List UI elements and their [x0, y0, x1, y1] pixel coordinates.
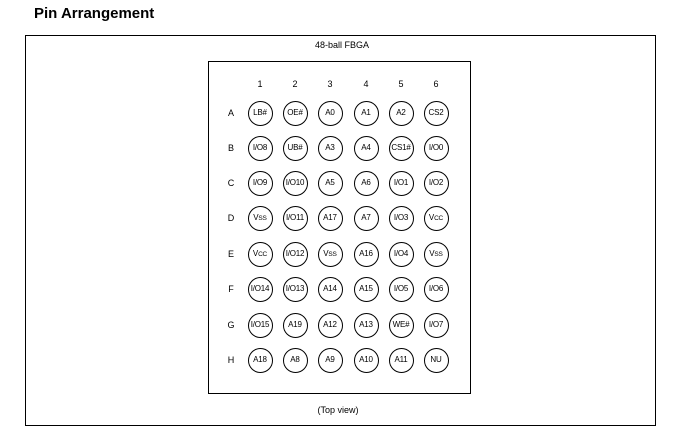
package-label: 48-ball FBGA: [314, 40, 370, 50]
column-label: 6: [433, 79, 439, 89]
ball-pin: [354, 348, 379, 373]
ball-pin: [424, 348, 449, 373]
ball-pin: [424, 242, 449, 267]
pin-name: I/O0: [428, 143, 444, 152]
ball-pin: [248, 136, 273, 161]
ball-pin: [354, 242, 379, 267]
page-title: Pin Arrangement: [34, 5, 155, 22]
pin-name: V: [323, 249, 329, 258]
column-label: 3: [327, 79, 333, 89]
ball-pin: [354, 171, 379, 196]
pin-name: WE#: [392, 320, 410, 329]
pin-name: A18: [253, 355, 267, 364]
column-label: 1: [257, 79, 263, 89]
pin-name: I/O9: [252, 178, 268, 187]
ball-pin: [248, 206, 273, 231]
pin-name: A10: [359, 355, 373, 364]
ball-pin: [248, 242, 273, 267]
pin-name: A17: [323, 213, 337, 222]
pin-name: A13: [359, 320, 373, 329]
pin-name: I/O10: [285, 178, 305, 187]
ball-pin: [318, 277, 343, 302]
ball-pin: [248, 171, 273, 196]
pin-name: V: [252, 249, 259, 258]
column-label: 2: [292, 79, 298, 89]
pin-name: A6: [361, 178, 371, 187]
pin-name: A15: [359, 284, 373, 293]
pin-name: A11: [394, 355, 408, 364]
pin-name: A1: [361, 108, 371, 117]
row-label: F: [228, 284, 234, 294]
pin-name: I/O12: [285, 249, 305, 258]
ball-pin: [283, 313, 308, 338]
pin-name: LB#: [253, 108, 267, 117]
pin-name-subscript: SS: [434, 251, 443, 259]
ball-pin: [283, 242, 308, 267]
pin-name: A14: [323, 284, 337, 293]
ball-pin: [248, 101, 273, 126]
pin-name: A0: [325, 108, 335, 117]
ball-pin: [354, 136, 379, 161]
pin-name: V: [428, 213, 435, 222]
ball-pin: [389, 313, 414, 338]
ball-pin: [283, 206, 308, 231]
pin-name: A16: [359, 249, 373, 258]
column-label: 5: [398, 79, 404, 89]
pin-name: A19: [288, 320, 302, 329]
pin-name: I/O1: [393, 178, 409, 187]
row-label: A: [227, 108, 234, 118]
ball-pin: [318, 171, 343, 196]
pin-name: A7: [361, 213, 371, 222]
ball-pin: [389, 171, 414, 196]
ball-pin: [389, 277, 414, 302]
row-label: G: [227, 320, 235, 330]
ball-pin: [283, 136, 308, 161]
ball-pin: [283, 101, 308, 126]
pin-name: I/O5: [393, 284, 409, 293]
pin-name: I/O3: [393, 213, 409, 222]
ball-pin: [248, 277, 273, 302]
row-label: C: [227, 178, 235, 188]
pin-name: NU: [430, 355, 442, 364]
pin-name: CS1#: [391, 143, 411, 152]
view-label: (Top view): [317, 405, 359, 415]
ball-pin: [283, 171, 308, 196]
ball-pin: [318, 313, 343, 338]
ball-pin: [248, 348, 273, 373]
pin-name: V: [429, 249, 435, 258]
pin-name: A3: [325, 143, 335, 152]
pin-name: A4: [361, 143, 371, 152]
ball-pin: [354, 101, 379, 126]
pin-name: I/O6: [428, 284, 444, 293]
ball-pin: [389, 101, 414, 126]
ball-pin: [283, 277, 308, 302]
ball-pin: [248, 313, 273, 338]
pin-name: I/O14: [250, 284, 270, 293]
pin-name-subscript: CC: [258, 251, 268, 259]
ball-pin: [318, 242, 343, 267]
row-label: H: [227, 355, 235, 365]
ball-pin: [389, 242, 414, 267]
pin-name: I/O8: [252, 143, 268, 152]
pin-name: I/O15: [250, 320, 270, 329]
pin-name: V: [253, 213, 259, 222]
row-label: B: [227, 143, 234, 153]
ball-pin: [389, 348, 414, 373]
column-label: 4: [363, 79, 369, 89]
pin-name: CS2: [428, 108, 444, 117]
pin-name-subscript: SS: [258, 215, 267, 223]
ball-pin: [389, 206, 414, 231]
pin-name: A12: [323, 320, 337, 329]
ball-pin: [283, 348, 308, 373]
pin-name: I/O11: [286, 213, 304, 222]
ball-pin: [318, 101, 343, 126]
ball-pin: [424, 101, 449, 126]
pin-name-subscript: CC: [434, 215, 444, 223]
ball-pin: [354, 313, 379, 338]
ball-pin: [389, 136, 414, 161]
pin-name: A5: [325, 178, 335, 187]
ball-pin: [354, 277, 379, 302]
ball-pin: [318, 348, 343, 373]
ball-pin: [424, 136, 449, 161]
ball-pin: [424, 206, 449, 231]
pin-name: A9: [325, 355, 335, 364]
pin-name: OE#: [287, 108, 303, 117]
pin-name: I/O7: [428, 320, 444, 329]
pin-name-subscript: SS: [328, 251, 337, 259]
pin-name: I/O13: [285, 284, 305, 293]
pin-name: A2: [396, 108, 406, 117]
ball-pin: [424, 313, 449, 338]
ball-pin: [424, 171, 449, 196]
pin-name: UB#: [287, 143, 303, 152]
ball-pin: [354, 206, 379, 231]
row-label: E: [227, 249, 234, 259]
ball-pin: [318, 206, 343, 231]
ball-pin: [318, 136, 343, 161]
pin-name: I/O4: [393, 249, 409, 258]
ball-pin: [424, 277, 449, 302]
row-label: D: [227, 213, 235, 223]
pin-name: I/O2: [428, 178, 444, 187]
pin-name: A8: [290, 355, 300, 364]
